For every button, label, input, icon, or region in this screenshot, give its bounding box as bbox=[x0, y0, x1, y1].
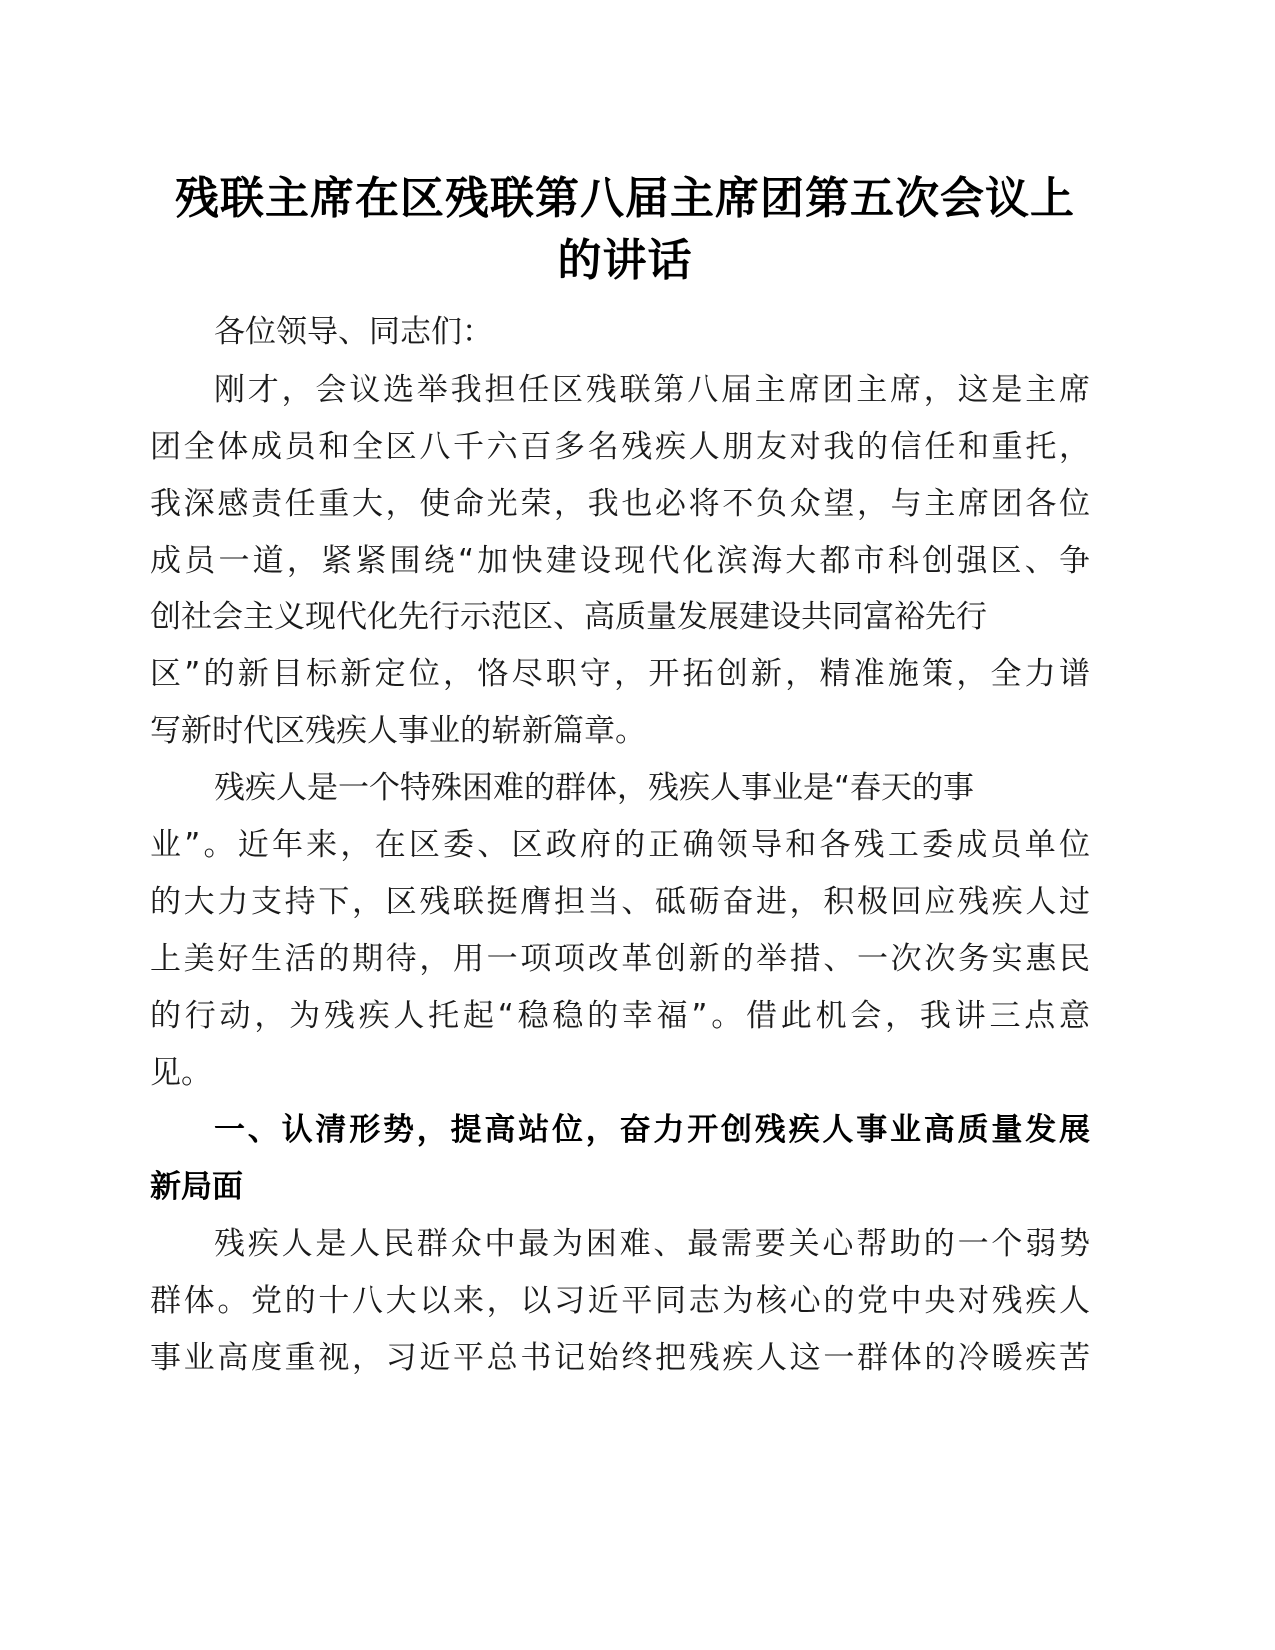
para3-line: 事业高度重视，习近平总书记始终把残疾人这一群体的冷暖疾苦 bbox=[150, 1340, 1090, 1376]
para3-line: 残疾人是人民群众中最为困难、最需要关心帮助的一个弱势 bbox=[214, 1226, 1090, 1262]
para2-line: 见。 bbox=[150, 1055, 212, 1091]
para2-line: 的大力支持下，区残联挺膺担当、砥砺奋进，积极回应残疾人过 bbox=[150, 884, 1090, 920]
greeting: 各位领导、同志们： bbox=[214, 314, 493, 350]
title-line-1: 残联主席在区残联第八届主席团第五次会议上 bbox=[175, 173, 1075, 224]
document-title bbox=[155, 168, 1095, 292]
para2-line: 的行动，为残疾人托起“稳稳的幸福”。借此机会，我讲三点意 bbox=[150, 998, 1090, 1034]
para2-line: 上美好生活的期待，用一项项改革创新的举措、一次次务实惠民 bbox=[150, 941, 1090, 977]
section-heading-line: 新局面 bbox=[150, 1169, 243, 1205]
para1-line: 成员一道，紧紧围绕“加快建设现代化滨海大都市科创强区、争 bbox=[150, 543, 1090, 579]
para1-line: 我深感责任重大，使命光荣，我也必将不负众望，与主席团各位 bbox=[150, 486, 1090, 522]
para1-line: 创社会主义现代化先行示范区、高质量发展建设共同富裕先行 bbox=[150, 599, 987, 635]
para1-line: 写新时代区残疾人事业的崭新篇章。 bbox=[150, 713, 646, 749]
para1-line: 刚才，会议选举我担任区残联第八届主席团主席，这是主席 bbox=[214, 372, 1090, 408]
para2-line: 残疾人是一个特殊困难的群体，残疾人事业是“春天的事 bbox=[214, 770, 975, 806]
title-line-2: 的讲话 bbox=[557, 235, 693, 286]
para1-line: 区”的新目标新定位，恪尽职守，开拓创新，精准施策，全力谱 bbox=[150, 656, 1090, 692]
para2-line: 业”。近年来，在区委、区政府的正确领导和各残工委成员单位 bbox=[150, 827, 1090, 863]
section-heading-line: 一、认清形势，提高站位，奋力开创残疾人事业高质量发展 bbox=[214, 1112, 1090, 1148]
para3-line: 群体。党的十八大以来，以习近平同志为核心的党中央对残疾人 bbox=[150, 1283, 1090, 1319]
para1-line: 团全体成员和全区八千六百多名残疾人朋友对我的信任和重托， bbox=[150, 429, 1090, 465]
